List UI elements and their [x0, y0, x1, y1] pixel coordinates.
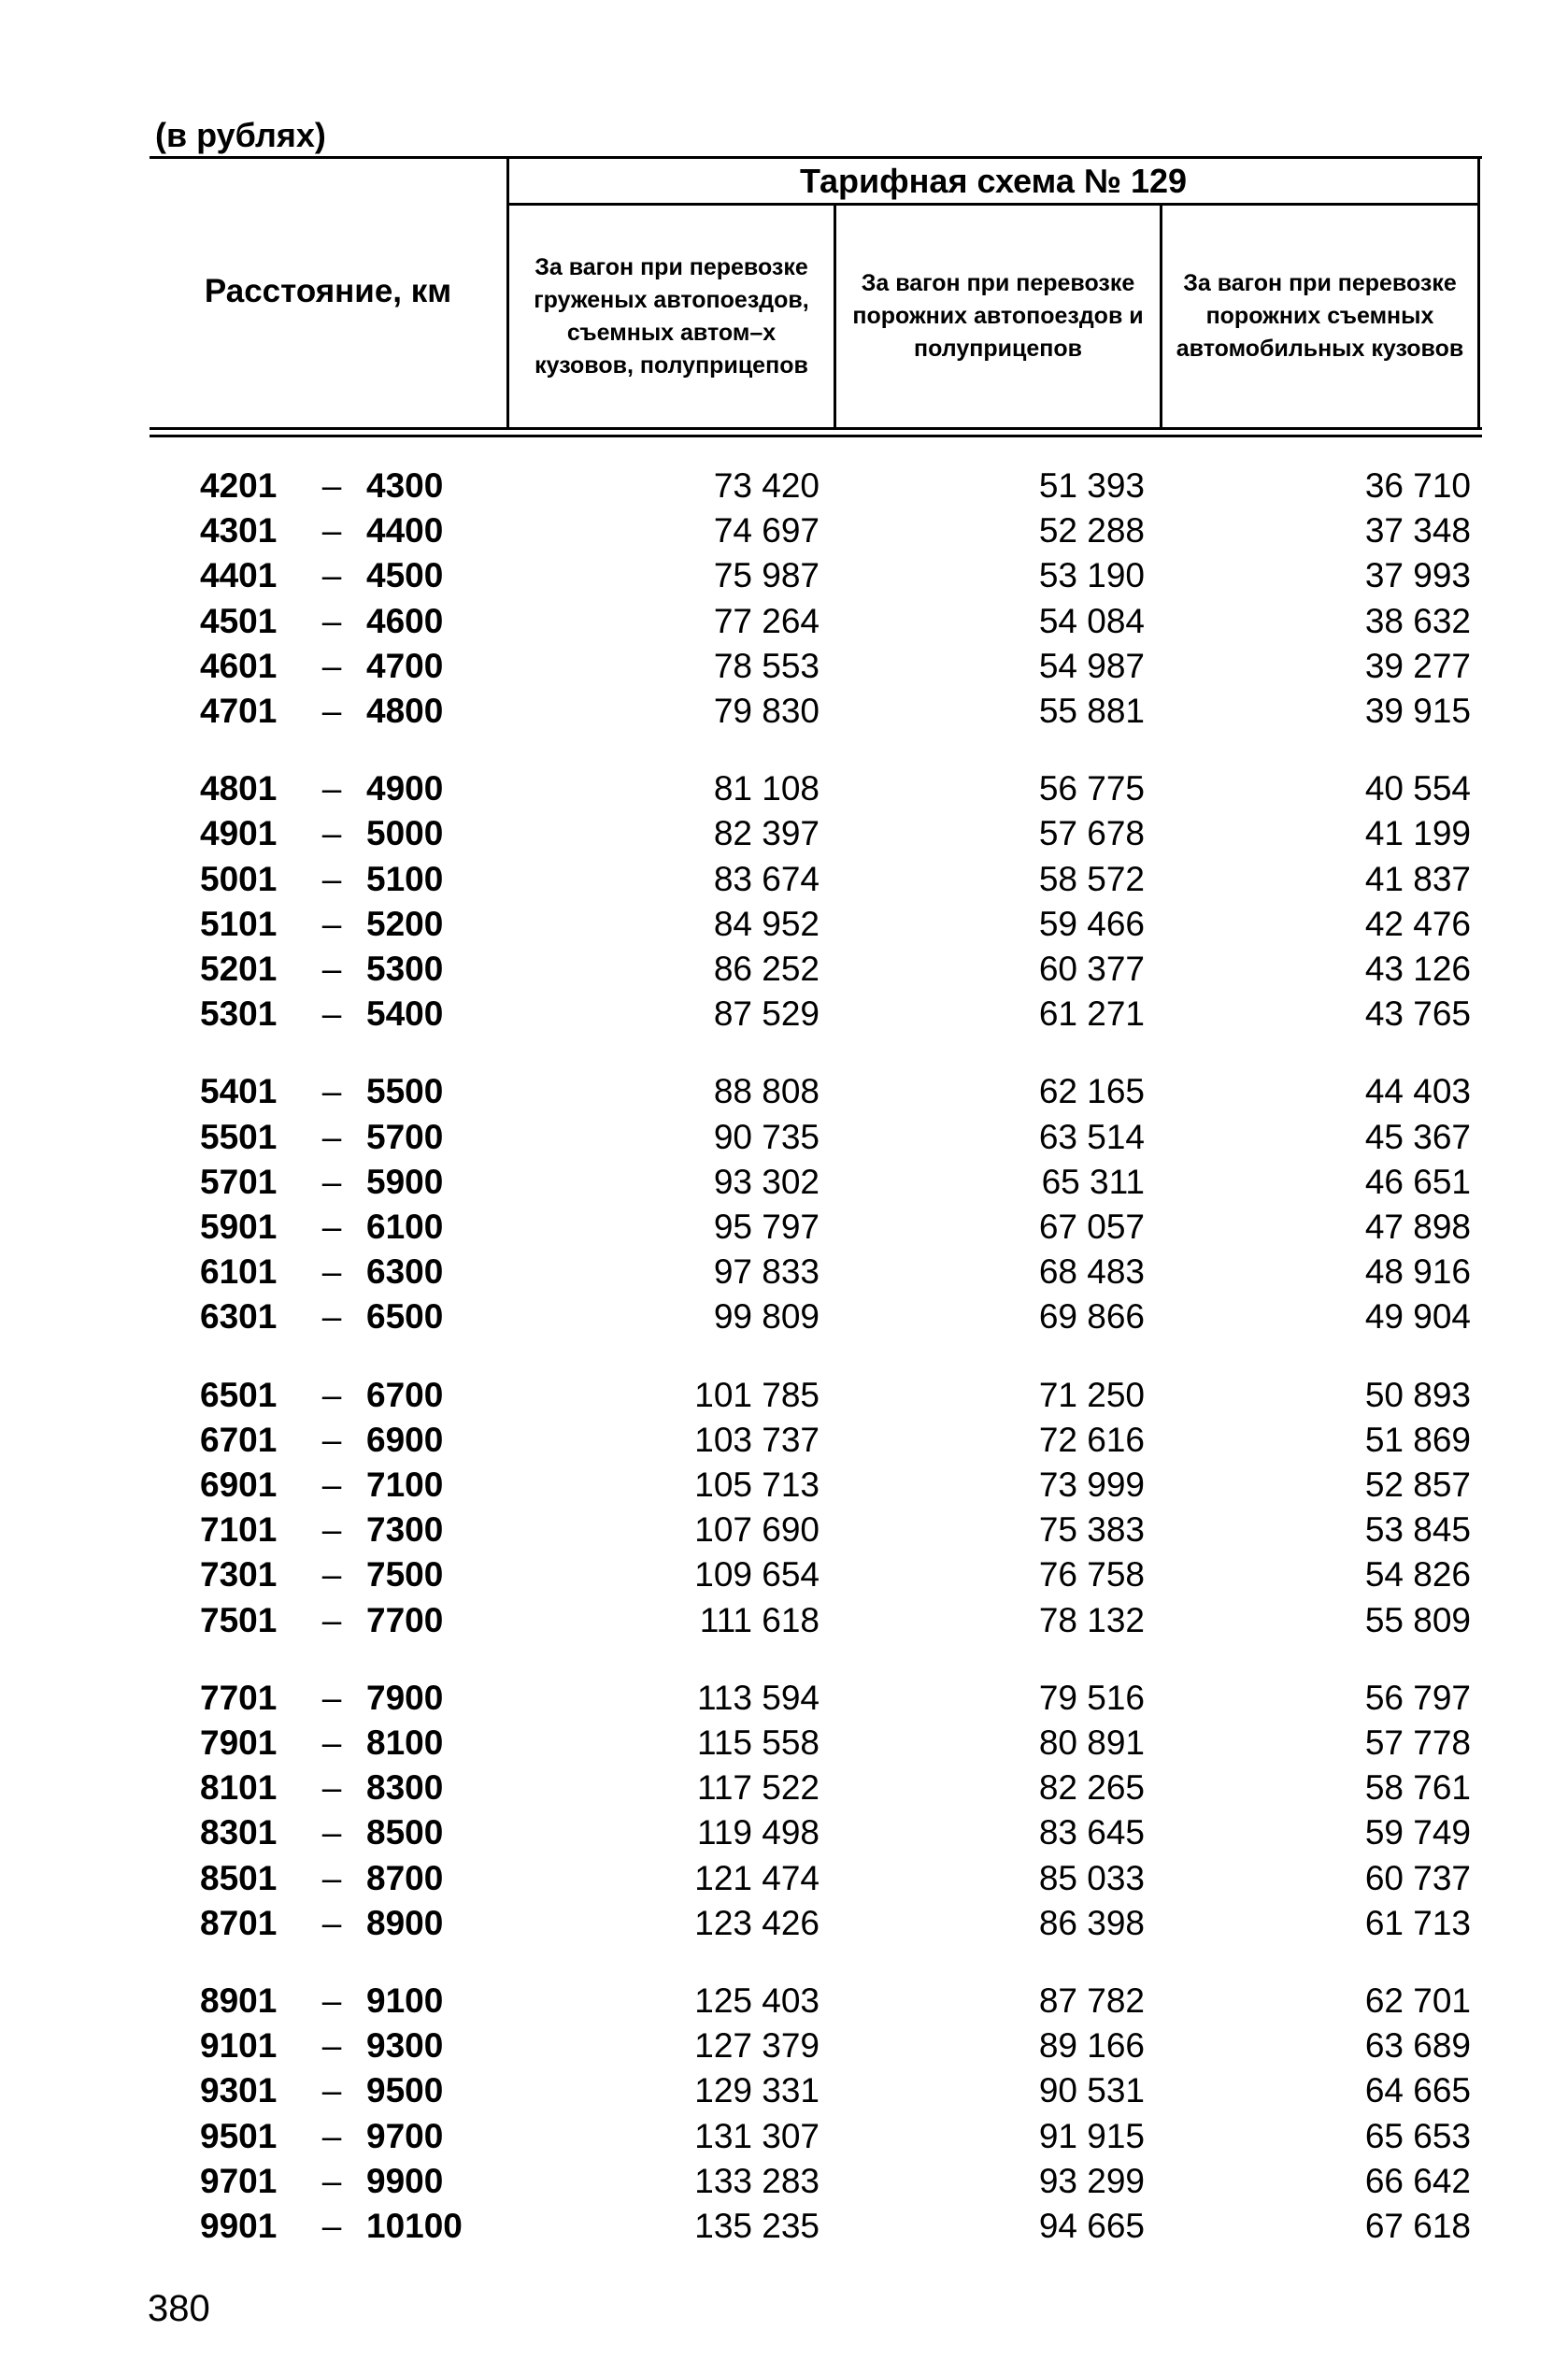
distance-from: 4401 — [200, 556, 278, 595]
distance-to: 10100 — [366, 2207, 463, 2245]
tariff-empty-bodies: 61 713 — [1364, 1903, 1471, 1942]
tariff-empty-bodies: 62 701 — [1364, 1981, 1471, 2020]
column-header-empty-trains: За вагон при перевозке порожних автопоездов и полуприцепов — [834, 206, 1160, 427]
tariff-empty-trains: 72 616 — [1038, 1420, 1145, 1459]
range-dash: – — [321, 1510, 342, 1550]
distance-to: 7700 — [366, 1600, 444, 1639]
distance-to: 4500 — [366, 556, 444, 595]
tariff-loaded-trains: 133 283 — [694, 2161, 820, 2200]
distance-from: 6501 — [200, 1375, 278, 1414]
tariff-loaded-trains: 113 594 — [697, 1678, 820, 1717]
tariff-empty-trains: 82 265 — [1038, 1768, 1145, 1808]
range-dash: – — [321, 769, 342, 808]
tariff-loaded-trains: 81 108 — [713, 769, 820, 808]
table-row — [0, 1373, 1568, 1418]
distance-from: 9501 — [200, 2116, 278, 2155]
distance-from: 5301 — [200, 994, 278, 1034]
table-row — [0, 1979, 1568, 2024]
tariff-loaded-trains: 73 420 — [713, 466, 820, 505]
range-dash: – — [321, 692, 342, 730]
distance-from: 4801 — [200, 769, 278, 808]
distance-from: 6901 — [200, 1466, 278, 1504]
distance-to: 4700 — [366, 646, 444, 685]
distance-from: 6301 — [200, 1297, 278, 1337]
tariff-empty-bodies: 37 348 — [1364, 511, 1471, 551]
range-dash: – — [321, 1903, 342, 1942]
tariff-loaded-trains: 115 558 — [697, 1723, 820, 1762]
table-row — [0, 766, 1568, 811]
tariff-empty-bodies: 36 710 — [1364, 466, 1471, 505]
tariff-empty-bodies: 47 898 — [1364, 1208, 1471, 1246]
range-dash: – — [321, 511, 342, 551]
distance-from: 6101 — [200, 1252, 278, 1292]
distance-to: 8100 — [366, 1723, 444, 1762]
range-dash: – — [321, 2026, 342, 2066]
tariff-empty-bodies: 64 665 — [1364, 2071, 1471, 2110]
distance-from: 7701 — [200, 1678, 278, 1717]
tariff-loaded-trains: 103 737 — [694, 1420, 820, 1459]
range-dash: – — [321, 1466, 342, 1504]
distance-to: 5300 — [366, 950, 444, 988]
range-dash: – — [321, 2071, 342, 2110]
tariff-empty-trains: 78 132 — [1038, 1600, 1145, 1639]
unit-label: (в рублях) — [155, 116, 326, 154]
tariff-empty-bodies: 39 915 — [1364, 692, 1471, 730]
table-row — [0, 1508, 1568, 1552]
tariff-loaded-trains: 88 808 — [713, 1072, 820, 1111]
tariff-empty-bodies: 39 277 — [1364, 646, 1471, 685]
distance-from: 5201 — [200, 950, 278, 988]
tariff-empty-trains: 55 881 — [1038, 692, 1145, 730]
table-row — [0, 1115, 1568, 1160]
tariff-empty-trains: 68 483 — [1038, 1252, 1145, 1292]
table-row — [0, 553, 1568, 598]
tariff-empty-trains: 59 466 — [1038, 904, 1145, 943]
table-row — [0, 2024, 1568, 2068]
range-dash: – — [321, 466, 342, 505]
tariff-empty-trains: 57 678 — [1038, 814, 1145, 853]
tariff-loaded-trains: 119 498 — [697, 1813, 820, 1852]
distance-to: 6700 — [366, 1375, 444, 1414]
tariff-loaded-trains: 125 403 — [694, 1981, 820, 2020]
tariff-loaded-trains: 131 307 — [694, 2116, 820, 2155]
tariff-empty-trains: 54 987 — [1038, 646, 1145, 685]
tariff-loaded-trains: 83 674 — [713, 859, 820, 898]
tariff-empty-trains: 54 084 — [1038, 601, 1145, 640]
distance-to: 5900 — [366, 1162, 444, 1201]
range-dash: – — [321, 814, 342, 853]
distance-from: 9701 — [200, 2161, 278, 2200]
header-rule-upper — [150, 427, 1482, 430]
table-header — [150, 156, 1482, 427]
tariff-empty-trains: 69 866 — [1038, 1297, 1145, 1337]
tariff-empty-trains: 62 165 — [1038, 1072, 1145, 1111]
distance-to: 8500 — [366, 1813, 444, 1852]
tariff-loaded-trains: 79 830 — [713, 692, 820, 730]
distance-to: 4600 — [366, 601, 444, 640]
tariff-empty-bodies: 42 476 — [1364, 904, 1471, 943]
distance-to: 7900 — [366, 1678, 444, 1717]
range-dash: – — [321, 2116, 342, 2155]
tariff-empty-bodies: 63 689 — [1364, 2026, 1471, 2066]
distance-from: 5001 — [200, 859, 278, 898]
tariff-empty-bodies: 41 199 — [1364, 814, 1471, 853]
distance-to: 4300 — [366, 466, 444, 505]
table-row — [0, 1552, 1568, 1597]
tariff-empty-bodies: 37 993 — [1364, 556, 1471, 595]
distance-from: 8901 — [200, 1981, 278, 2020]
distance-from: 8501 — [200, 1858, 278, 1897]
tariff-empty-trains: 71 250 — [1038, 1375, 1145, 1414]
tariff-loaded-trains: 82 397 — [713, 814, 820, 853]
tariff-loaded-trains: 123 426 — [694, 1903, 820, 1942]
tariff-empty-bodies: 45 367 — [1364, 1117, 1471, 1156]
distance-to: 4800 — [366, 692, 444, 730]
distance-from: 8301 — [200, 1813, 278, 1852]
range-dash: – — [321, 1981, 342, 2020]
tariff-loaded-trains: 105 713 — [694, 1466, 820, 1504]
tariff-empty-bodies: 53 845 — [1364, 1510, 1471, 1550]
distance-from: 9101 — [200, 2026, 278, 2066]
page-number: 380 — [148, 2288, 210, 2329]
tariff-empty-trains: 94 665 — [1038, 2207, 1145, 2245]
table-row — [0, 464, 1568, 508]
range-dash: – — [321, 556, 342, 595]
range-dash: – — [321, 1813, 342, 1852]
distance-column-header: Расстояние, км — [204, 273, 452, 309]
distance-to: 4400 — [366, 511, 444, 551]
range-dash: – — [321, 994, 342, 1034]
range-dash: – — [321, 1768, 342, 1808]
distance-to: 7300 — [366, 1510, 444, 1550]
tariff-loaded-trains: 117 522 — [697, 1768, 820, 1808]
range-dash: – — [321, 950, 342, 988]
table-row — [0, 1463, 1568, 1508]
range-dash: – — [321, 2207, 342, 2245]
tariff-loaded-trains: 111 618 — [699, 1600, 820, 1639]
table-row — [0, 2114, 1568, 2159]
distance-to: 9100 — [366, 1981, 444, 2020]
range-dash: – — [321, 1117, 342, 1156]
distance-to: 7500 — [366, 1555, 444, 1595]
distance-to: 5000 — [366, 814, 444, 853]
tariff-empty-trains: 89 166 — [1038, 2026, 1145, 2066]
tariff-loaded-trains: 95 797 — [713, 1208, 820, 1246]
distance-to: 9300 — [366, 2026, 444, 2066]
range-dash: – — [321, 1208, 342, 1246]
tariff-empty-trains: 85 033 — [1038, 1858, 1145, 1897]
table-row — [0, 1069, 1568, 1114]
tariff-loaded-trains: 127 379 — [694, 2026, 820, 2066]
distance-from: 4901 — [200, 814, 278, 853]
range-dash: – — [321, 1375, 342, 1414]
tariff-empty-bodies: 51 869 — [1364, 1420, 1471, 1459]
table-row — [0, 1418, 1568, 1463]
distance-to: 8300 — [366, 1768, 444, 1808]
tariff-loaded-trains: 90 735 — [713, 1117, 820, 1156]
distance-to: 8700 — [366, 1858, 444, 1897]
distance-from: 5901 — [200, 1208, 278, 1246]
distance-to: 8900 — [366, 1903, 444, 1942]
tariff-empty-bodies: 38 632 — [1364, 601, 1471, 640]
table-row — [0, 508, 1568, 553]
tariff-empty-trains: 60 377 — [1038, 950, 1145, 988]
tariff-empty-trains: 91 915 — [1038, 2116, 1145, 2155]
tariff-empty-bodies: 54 826 — [1364, 1555, 1471, 1595]
range-dash: – — [321, 1162, 342, 1201]
distance-from: 5101 — [200, 904, 278, 943]
tariff-empty-bodies: 55 809 — [1364, 1600, 1471, 1639]
column-header-empty-bodies: За вагон при перевозке порожних съемных автомобильных кузовов — [1160, 206, 1477, 427]
tariff-loaded-trains: 129 331 — [694, 2071, 820, 2110]
tariff-empty-bodies: 60 737 — [1364, 1858, 1471, 1897]
tariff-empty-trains: 51 393 — [1038, 466, 1145, 505]
tariff-empty-trains: 76 758 — [1038, 1555, 1145, 1595]
tariff-loaded-trains: 99 809 — [713, 1297, 820, 1337]
tariff-loaded-trains: 121 474 — [694, 1858, 820, 1897]
table-row — [0, 947, 1568, 992]
tariff-scheme-header — [506, 159, 1480, 427]
distance-from: 6701 — [200, 1420, 278, 1459]
distance-to: 5500 — [366, 1072, 444, 1111]
tariff-empty-bodies: 59 749 — [1364, 1813, 1471, 1852]
table-row — [0, 599, 1568, 644]
range-dash: – — [321, 1072, 342, 1111]
distance-to: 9700 — [366, 2116, 444, 2155]
range-dash: – — [321, 1600, 342, 1639]
tariff-empty-trains: 90 531 — [1038, 2071, 1145, 2110]
distance-from: 4301 — [200, 511, 278, 551]
tariff-loaded-trains: 74 697 — [713, 511, 820, 551]
tariff-empty-trains: 61 271 — [1038, 994, 1145, 1034]
table-row — [0, 2204, 1568, 2249]
range-dash: – — [321, 2161, 342, 2200]
table-row — [0, 811, 1568, 856]
tariff-empty-trains: 87 782 — [1038, 1981, 1145, 2020]
tariff-loaded-trains: 101 785 — [694, 1375, 820, 1414]
distance-from: 8101 — [200, 1768, 278, 1808]
table-row — [0, 1766, 1568, 1810]
distance-from: 7101 — [200, 1510, 278, 1550]
range-dash: – — [321, 1420, 342, 1459]
tariff-loaded-trains: 87 529 — [713, 994, 820, 1034]
tariff-empty-bodies: 57 778 — [1364, 1723, 1471, 1762]
distance-to: 5400 — [366, 994, 444, 1034]
distance-to: 6900 — [366, 1420, 444, 1459]
distance-from: 5401 — [200, 1072, 278, 1111]
distance-from: 9301 — [200, 2071, 278, 2110]
header-rule-lower — [150, 435, 1482, 437]
tariff-empty-trains: 63 514 — [1038, 1117, 1145, 1156]
distance-from: 7501 — [200, 1600, 278, 1639]
tariff-loaded-trains: 97 833 — [713, 1252, 820, 1292]
range-dash: – — [321, 1297, 342, 1337]
tariff-empty-trains: 86 398 — [1038, 1903, 1145, 1942]
table-row — [0, 1205, 1568, 1250]
distance-from: 8701 — [200, 1903, 278, 1942]
distance-to: 5200 — [366, 904, 444, 943]
range-dash: – — [321, 904, 342, 943]
table-row — [0, 644, 1568, 689]
distance-from: 5701 — [200, 1162, 278, 1201]
distance-from: 4501 — [200, 601, 278, 640]
tariff-empty-bodies: 67 618 — [1364, 2207, 1471, 2245]
range-dash: – — [321, 1678, 342, 1717]
tariff-loaded-trains: 78 553 — [713, 646, 820, 685]
table-row — [0, 689, 1568, 734]
tariff-empty-bodies: 50 893 — [1364, 1375, 1471, 1414]
tariff-loaded-trains: 75 987 — [713, 556, 820, 595]
table-row — [0, 1294, 1568, 1339]
distance-from: 4201 — [200, 466, 278, 505]
table-row — [0, 1856, 1568, 1901]
tariff-loaded-trains: 135 235 — [694, 2207, 820, 2245]
distance-to: 6100 — [366, 1208, 444, 1246]
distance-from: 7301 — [200, 1555, 278, 1595]
tariff-empty-bodies: 58 761 — [1364, 1768, 1471, 1808]
tariff-loaded-trains: 86 252 — [713, 950, 820, 988]
range-dash: – — [321, 1858, 342, 1897]
table-row — [0, 1160, 1568, 1205]
table-row — [0, 1810, 1568, 1855]
distance-from: 4601 — [200, 646, 278, 685]
distance-from: 5501 — [200, 1117, 278, 1156]
table-row — [0, 2068, 1568, 2113]
tariff-loaded-trains: 93 302 — [713, 1162, 820, 1201]
table-row — [0, 2159, 1568, 2204]
tariff-empty-bodies: 40 554 — [1364, 769, 1471, 808]
tariff-loaded-trains: 84 952 — [713, 904, 820, 943]
distance-to: 9900 — [366, 2161, 444, 2200]
tariff-empty-bodies: 56 797 — [1364, 1678, 1471, 1717]
range-dash: – — [321, 646, 342, 685]
tariff-loaded-trains: 109 654 — [694, 1555, 820, 1595]
tariff-empty-bodies: 41 837 — [1364, 859, 1471, 898]
table-row — [0, 857, 1568, 902]
tariff-empty-trains: 83 645 — [1038, 1813, 1145, 1852]
tariff-empty-bodies: 48 916 — [1364, 1252, 1471, 1292]
tariff-empty-bodies: 43 126 — [1364, 950, 1471, 988]
tariff-empty-trains: 65 311 — [1041, 1162, 1145, 1201]
tariff-empty-trains: 58 572 — [1038, 859, 1145, 898]
tariff-empty-bodies: 66 642 — [1364, 2161, 1471, 2200]
tariff-empty-trains: 53 190 — [1038, 556, 1145, 595]
tariff-empty-trains: 67 057 — [1038, 1208, 1145, 1246]
tariff-empty-bodies: 65 653 — [1364, 2116, 1471, 2155]
tariff-empty-bodies: 43 765 — [1364, 994, 1471, 1034]
tariff-empty-trains: 73 999 — [1038, 1466, 1145, 1504]
table-row — [0, 1721, 1568, 1766]
table-row — [0, 1676, 1568, 1721]
table-row — [0, 1901, 1568, 1946]
range-dash: – — [321, 1252, 342, 1292]
distance-to: 6500 — [366, 1297, 444, 1337]
table-row — [0, 992, 1568, 1037]
distance-to: 5700 — [366, 1117, 444, 1156]
tariff-loaded-trains: 77 264 — [713, 601, 820, 640]
tariff-empty-trains: 75 383 — [1038, 1510, 1145, 1550]
tariff-empty-bodies: 49 904 — [1364, 1297, 1471, 1337]
tariff-loaded-trains: 107 690 — [694, 1510, 820, 1550]
tariff-scheme-title: Тарифная схема № 129 — [509, 159, 1477, 206]
tariff-empty-trains: 79 516 — [1038, 1678, 1145, 1717]
column-header-loaded-trains: За вагон при перевозке груженых автопоездов, съемных автом–х кузовов, полуприцепов — [534, 253, 809, 379]
tariff-empty-bodies: 46 651 — [1364, 1162, 1471, 1201]
tariff-empty-trains: 80 891 — [1038, 1723, 1145, 1762]
range-dash: – — [321, 1723, 342, 1762]
range-dash: – — [321, 859, 342, 898]
table-row — [0, 902, 1568, 947]
tariff-empty-trains: 56 775 — [1038, 769, 1145, 808]
distance-from: 7901 — [200, 1723, 278, 1762]
tariff-empty-trains: 93 299 — [1038, 2161, 1145, 2200]
tariff-empty-trains: 52 288 — [1038, 511, 1145, 551]
distance-to: 7100 — [366, 1466, 444, 1504]
range-dash: – — [321, 1555, 342, 1595]
table-row — [0, 1598, 1568, 1643]
tariff-empty-bodies: 44 403 — [1364, 1072, 1471, 1111]
table-row — [0, 1250, 1568, 1294]
range-dash: – — [321, 601, 342, 640]
distance-to: 4900 — [366, 769, 444, 808]
distance-to: 6300 — [366, 1252, 444, 1292]
distance-from: 4701 — [200, 692, 278, 730]
tariff-empty-bodies: 52 857 — [1364, 1466, 1471, 1504]
distance-to: 9500 — [366, 2071, 444, 2110]
distance-from: 9901 — [200, 2207, 278, 2245]
distance-to: 5100 — [366, 859, 444, 898]
